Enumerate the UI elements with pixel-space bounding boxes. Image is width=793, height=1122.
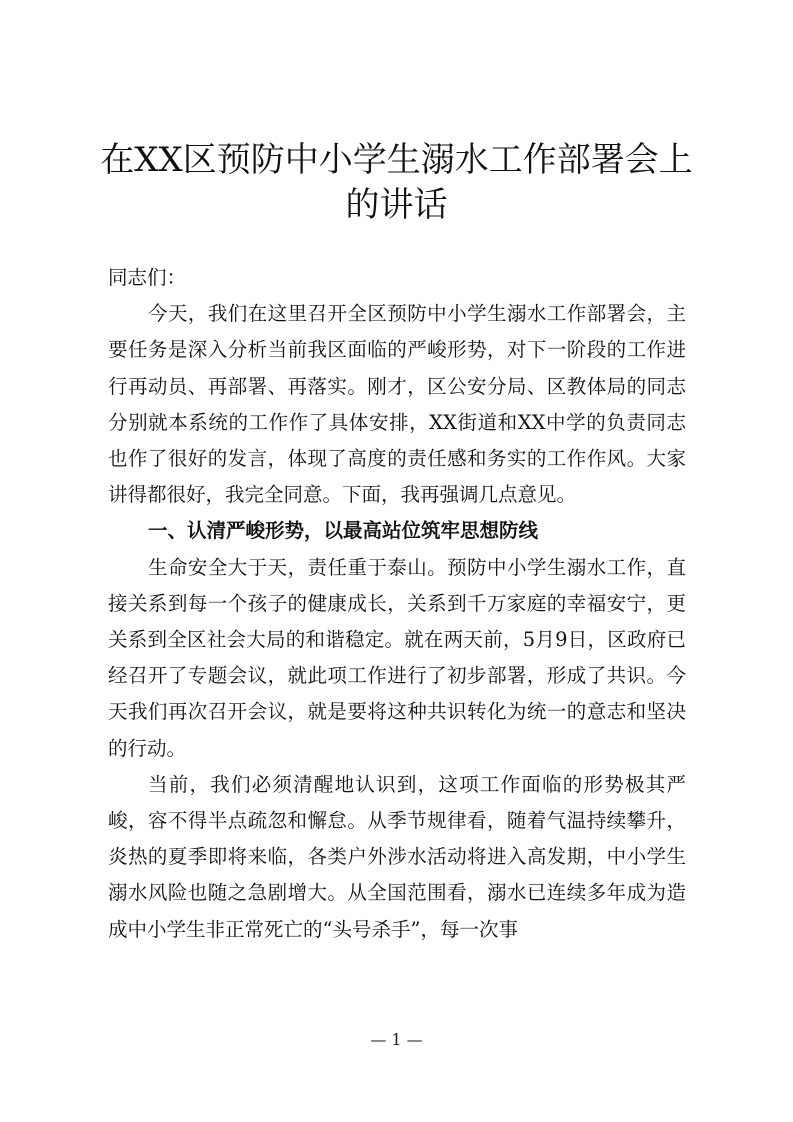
section-heading: 一、认清严峻形势，以最高站位筑牢思想防线 xyxy=(148,519,539,543)
page-number: — 1 — xyxy=(370,1030,423,1049)
document-body xyxy=(108,260,686,948)
intro-paragraph: 今天，我们在这里召开全区预防中小学生溺水工作部署会，主要任务是深入分析当前我区面临的严峻形势，对下一阶段的工作进行再动员、再部署、再落实。刚才，区公安分局、区教体局的同志分别就本系统的工作作了具体安排，XX街道和XX中学的负责同志也作了很好的发言，体现了高度的责任感和务实的工作作风。大家讲得都很好，我完全同意。下面，我再强调几点意见。 xyxy=(108,302,686,507)
section-paragraph-2: 当前，我们必须清醒地认识到，这项工作面临的形势极其严峻，容不得半点疏忽和懈怠。从季节规律看，随着气温持续攀升，炎热的夏季即将来临，各类户外涉水活动将进入高发期，中小学生溺水风险也随之急剧增大。从全国范围看，溺水已连续多年成为造成中小学生非正常死亡的“头号杀手”，每一次事 xyxy=(108,772,686,941)
salutation: 同志们： xyxy=(108,266,187,289)
section-paragraph-1: 生命安全大于天，责任重于泰山。预防中小学生溺水工作，直接关系到每一个孩子的健康成长，关系到千万家庭的幸福安宁，更关系到全区社会大局的和谐稳定。就在两天前，5月9日，区政府已经召开了专题会议，就此项工作进行了初步部署，形成了共识。今天我们再次召开会议，就是要将这种共识转化为统一的意志和坚决的行动。 xyxy=(108,555,686,760)
document-title: 在XX区预防中小学生溺水工作部署会上的讲话 xyxy=(100,140,693,225)
